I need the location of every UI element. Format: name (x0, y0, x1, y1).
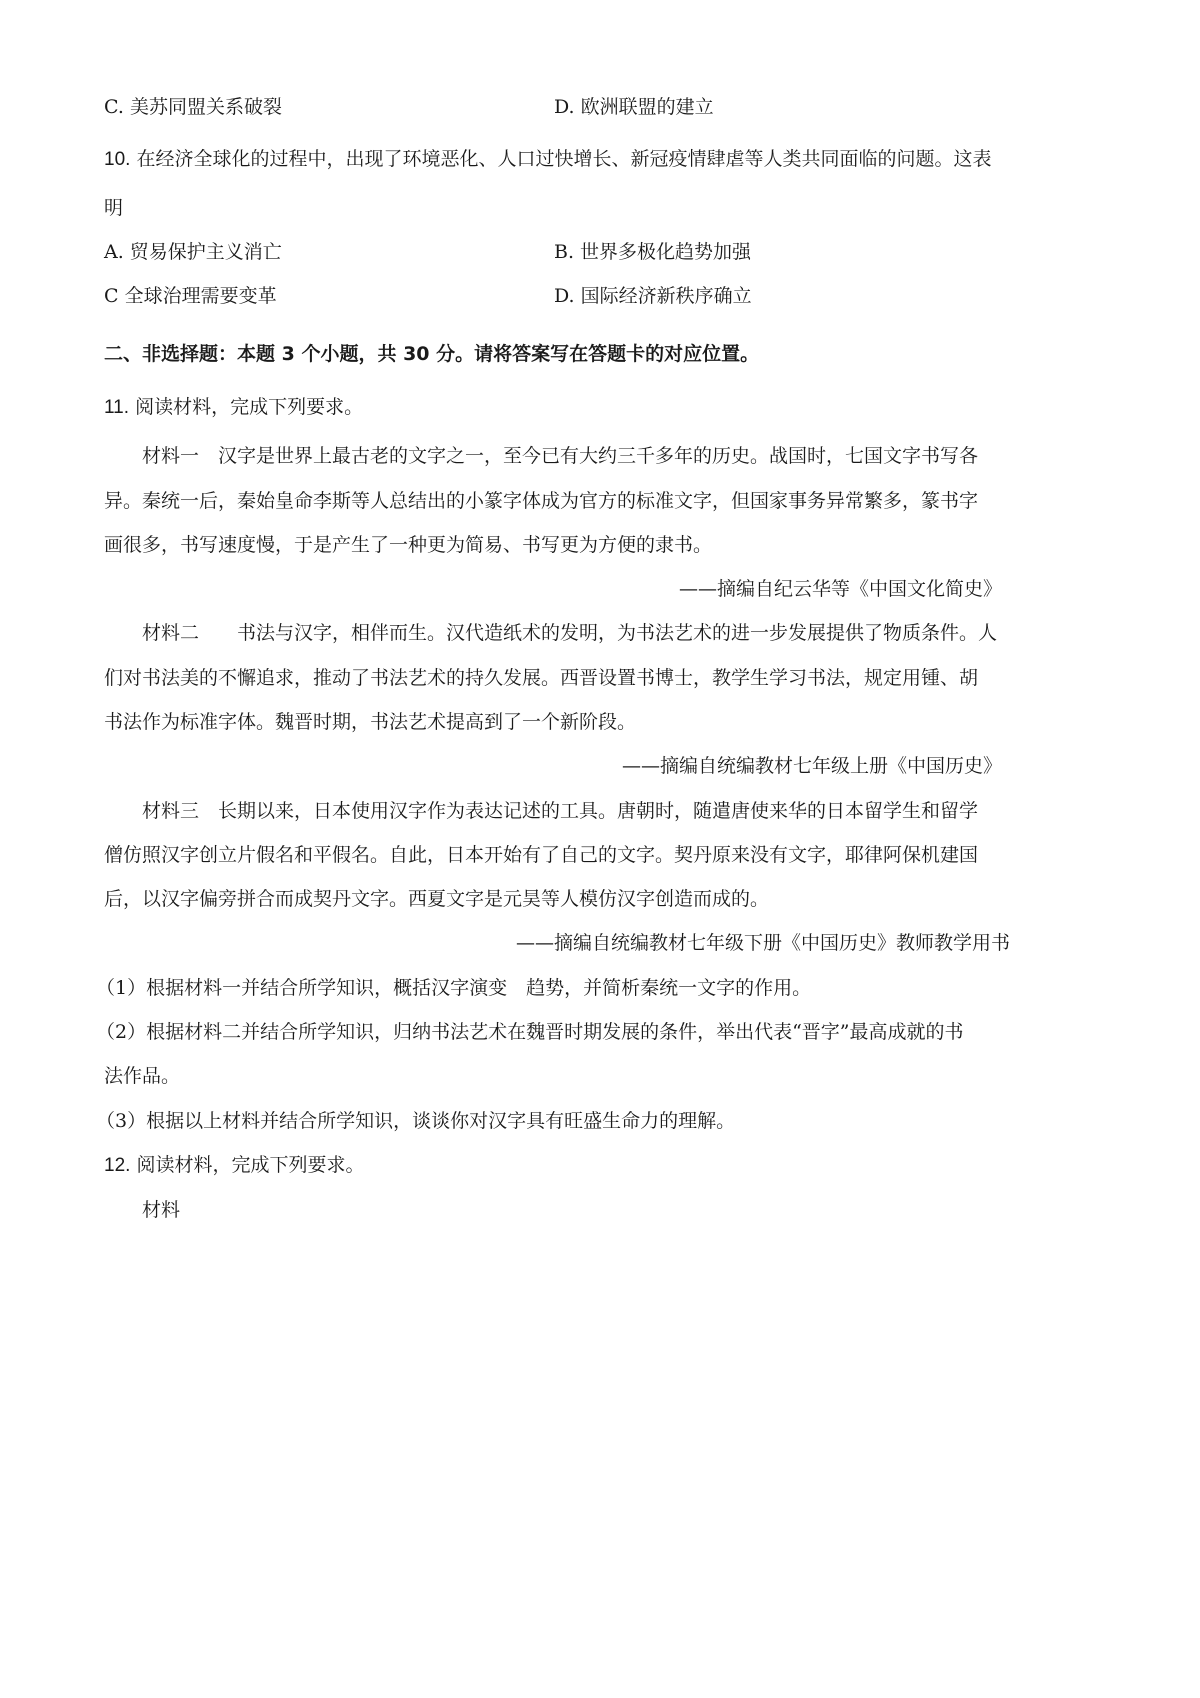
q10-option-d: D. 国际经济新秩序确立 (554, 285, 752, 307)
q11-prompt: 阅读材料，完成下列要求。 (135, 396, 364, 418)
q11-material3-source: ——摘编自统编教材七年级下册《中国历史》教师教学用书 (515, 932, 1010, 954)
q12-material-label: 材料 (142, 1199, 181, 1221)
q11-material3-line2: 僧仿照汉字创立片假名和平假名。自此，日本开始有了自己的文字。契丹原来没有文字，耶律阿保机建国 (104, 844, 979, 866)
q12-prompt-line (104, 1151, 364, 1180)
q10-stem-line2: 明 (104, 197, 124, 219)
q11-material1-source: ——摘编自纪云华等《中国文化简史》 (678, 578, 1002, 600)
q11-subquestion-2-line2: 法作品。 (104, 1065, 181, 1087)
q11-material2-source: ——摘编自统编教材七年级上册《中国历史》 (621, 755, 1002, 777)
q9-option-d: D. 欧洲联盟的建立 (554, 96, 714, 118)
q10-option-c: C 全球治理需要变革 (104, 285, 277, 307)
q11-subquestion-3: （3）根据以上材料并结合所学知识，谈谈你对汉字具有旺盛生命力的理解。 (96, 1110, 736, 1132)
q11-material3-line1: 材料三 长期以来，日本使用汉字作为表达记述的工具。唐朝时，随遣唐使来华的日本留学生和留学 (142, 800, 979, 822)
q10-option-b: B. 世界多极化趋势加强 (554, 241, 752, 263)
q11-number: 11. (104, 397, 130, 418)
q10-number: 10. (104, 149, 131, 170)
q10-stem-line1 (104, 145, 991, 174)
q11-material1-line3: 画很多，书写速度慢，于是产生了一种更为简易、书写更为方便的隶书。 (104, 534, 713, 556)
q9-option-c: C. 美苏同盟关系破裂 (104, 96, 282, 118)
q11-subquestion-1: （1）根据材料一并结合所学知识，概括汉字演变 趋势，并简析秦统一文字的作用。 (96, 977, 812, 999)
q11-material3-line3: 后，以汉字偏旁拼合而成契丹文字。西夏文字是元昊等人模仿汉字创造而成的。 (104, 888, 770, 910)
q10-stem-text: 在经济全球化的过程中，出现了环境恶化、人口过快增长、新冠疫情肆虐等人类共同面临的问题。这表 (136, 148, 992, 170)
q11-material2-line1: 材料二 书法与汉字，相伴而生。汉代造纸术的发明，为书法艺术的进一步发展提供了物质条件。人 (142, 622, 998, 644)
q12-number: 12. (104, 1155, 131, 1176)
q12-prompt: 阅读材料，完成下列要求。 (136, 1154, 365, 1176)
q11-material2-line3: 书法作为标准字体。魏晋时期，书法艺术提高到了一个新阶段。 (104, 711, 637, 733)
q11-prompt-line (104, 393, 363, 422)
q11-material2-line2: 们对书法美的不懈追求，推动了书法艺术的持久发展。西晋设置书博士，教学生学习书法，规定用锺、胡 (104, 667, 979, 689)
q11-material1-line1: 材料一 汉字是世界上最古老的文字之一，至今已有大约三千多年的历史。战国时，七国文字书写各 (142, 445, 979, 467)
q11-material1-line2: 异。秦统一后，秦始皇命李斯等人总结出的小篆字体成为官方的标准文字，但国家事务异常繁多，篆书字 (104, 490, 979, 512)
q11-subquestion-2-line1: （2）根据材料二并结合所学知识，归纳书法艺术在魏晋时期发展的条件，举出代表“晋字”最高成就的书 (96, 1021, 964, 1043)
section2-heading: 二、非选择题：本题 3 个小题，共 30 分。请将答案写在答题卡的对应位置。 (104, 343, 760, 365)
q10-option-a: A. 贸易保护主义消亡 (104, 241, 282, 263)
